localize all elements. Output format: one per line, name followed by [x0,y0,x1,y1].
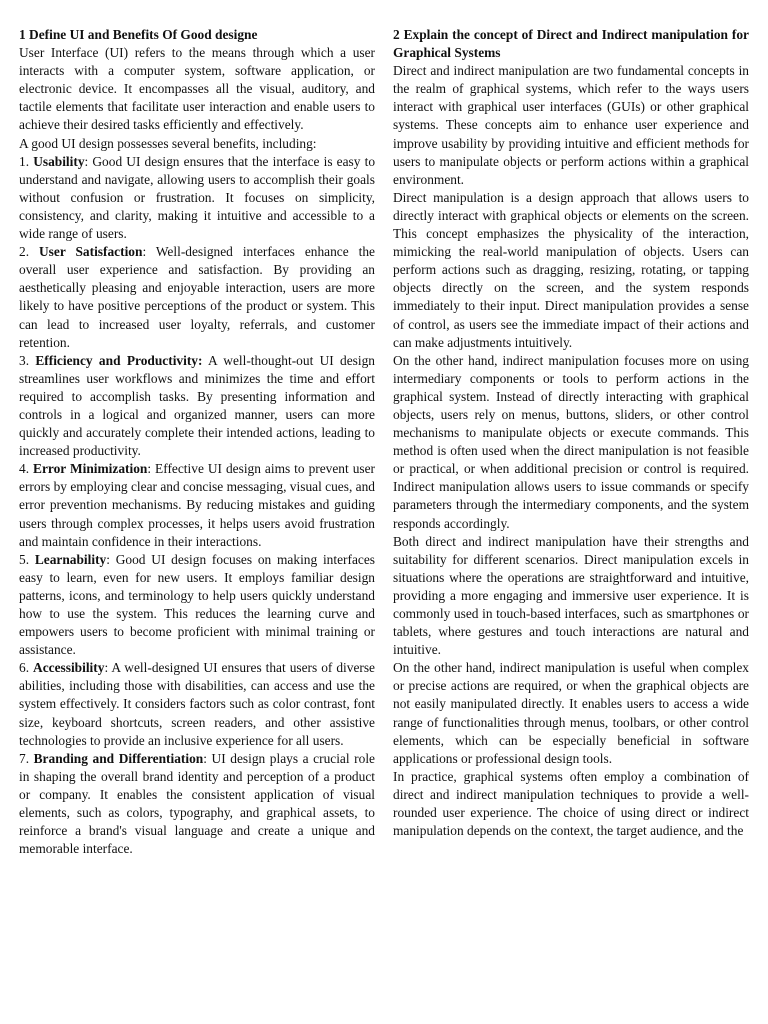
benefit-number: 4. [19,461,34,477]
benefit-item-error-minimization [19,460,375,550]
manipulation-intro-paragraph: Direct and indirect manipulation are two fundamental concepts in the realm of graphical systems, which refer to the ways users interact with graphical user interfaces (GUIs) or other graphical systems. These concepts aim to enhance user experience and improve usability by providing intuitive and efficient methods for users to manipulate objects or perform actions within a graphical environment. [393,63,749,187]
benefit-term: Usability [33,153,85,169]
benefit-term: Branding and Differentiation [33,750,204,766]
left-column [19,26,375,858]
direct-manipulation-paragraph: Direct manipulation is a design approach that allows users to directly interact with graphical objects or elements on the screen. This concept emphasizes the physicality of the interaction, mimicking the real-world manipulation of objects. Users can perform actions such as dragging, resizing, rotating, or tapping objects directly on the screen, and the system responds immediately to their input. Direct manipulation provides a sense of control, as users see the immediate impact of their actions and can make adjustments intuitively. [393,189,749,350]
benefit-number: 5. [19,551,35,567]
section-1-heading: 1 Define UI and Benefits Of Good designe [19,27,258,42]
indirect-manipulation-paragraph: On the other hand, indirect manipulation focuses more on using intermediary components or tools to perform actions in the graphical system. Instead of directly interacting with graphical objects, users rely on menus, buttons, sliders, or other control mechanisms to manipulate objects or execute commands. This method is often used when the direct manipulation is not feasible or practical, or when additional precision or control is required. Indirect manipulation allows users to issue commands or specify parameters through the intermediary components, and the system responds accordingly. [393,352,749,531]
section-2-heading: 2 Explain the concept of Direct and Indirect manipulation for Graphical Systems [393,27,749,61]
benefit-number: 7. [19,750,34,766]
right-column [393,26,749,840]
benefit-item-accessibility [19,659,375,749]
benefit-number: 1. [19,153,34,169]
ui-definition-paragraph: User Interface (UI) refers to the means through which a user interacts with a computer system, software application, or electronic device. It encompasses all the visual, auditory, and tactile elements that facilitate user interaction and enable users to achieve their desired tasks efficiently and effectively. [19,45,375,133]
benefit-item-usability [19,153,375,243]
benefit-text: : Good UI design focuses on making interfaces easy to learn, even for new users. It employs familiar design patterns, icons, and terminology to help users quickly understand how to use the system. This reduces the learning curve and empowers users to become proficient with minimal training or assistance. [19,551,375,658]
benefit-item-efficiency [19,352,375,461]
benefit-term: User Satisfaction [39,244,143,260]
benefit-text: : Good UI design ensures that the interface is easy to understand and navigate, allowing users to accomplish their goals without confusion or frustration. It focuses on simplicity, consistency, and clarity, making it intuitive and accessible to a wide range of users. [19,153,376,242]
practice-paragraph: In practice, graphical systems often employ a combination of direct and indirect manipulation techniques to provide a well-rounded user experience. The choice of using direct or indirect manipulation depends on the context, the target audience, and the [393,768,749,839]
benefit-text: : A well-designed UI ensures that users of diverse abilities, including those with disabilities, can access and use the system effectively. It considers factors such as color contrast, font size, keyboard shortcuts, screen readers, and other assistive technologies to provide an inclusive experience for all users. [19,660,375,748]
comparison-paragraph: Both direct and indirect manipulation have their strengths and suitability for different scenarios. Direct manipulation excels in situations where the operations are straightforward and intuitive, providing a more engaging and immersive user experience. It is commonly used in touch-based interfaces, such as smartphones or tablets, where gestures and touch interactions are natural and intuitive. [393,533,749,658]
benefits-lead-paragraph: A good UI design possesses several benefits, including: [19,135,317,151]
benefit-number: 2. [19,244,39,260]
benefit-term: Learnability [34,551,107,567]
indirect-use-paragraph: On the other hand, indirect manipulation is useful when complex or precise actions are required, or when the graphical objects are not easily manipulated directly. It enables users to access a wide range of functionalities through menus, toolbars, or other control elements, which can be especially beneficial in software applications or professional design tools. [393,660,749,766]
benefit-number: 6. [19,660,34,676]
benefit-text: : UI design plays a crucial role in shaping the overall brand identity and perception of a product or company. It enables the consistent application of visual elements, such as colors, typography, and graphical assets, to reinforce a brand's visual language and create a unique and memorable interface. [19,750,375,857]
benefit-text: : Well-designed interfaces enhance the overall user experience and satisfaction. By providing an aesthetically pleasing and enjoyable interaction, users are more likely to have positive perceptions of the product or system. This can lead to increased user loyalty, referrals, and customer retention. [19,244,375,350]
benefit-number: 3. [19,352,36,368]
benefit-item-branding [19,750,375,859]
benefit-term: Accessibility [33,660,105,676]
benefit-item-learnability [19,551,375,660]
benefit-item-user-satisfaction [19,243,375,352]
benefit-text: : Effective UI design aims to prevent user errors by employing clear and concise messaging, visual cues, and error prevention mechanisms. By reducing mistakes and guiding users through complex processes, it helps users avoid frustration and maintain confidence in their interactions. [19,461,376,549]
benefit-text: A well-thought-out UI design streamlines user workflows and minimizes the time and effort required to accomplish tasks. By presenting information and controls in a logical and organized manner, users can more quickly and accurately complete their intended actions, leading to increased productivity. [19,352,375,459]
benefit-term: Efficiency and Productivity: [35,352,203,368]
benefit-term: Error Minimization [33,461,148,477]
